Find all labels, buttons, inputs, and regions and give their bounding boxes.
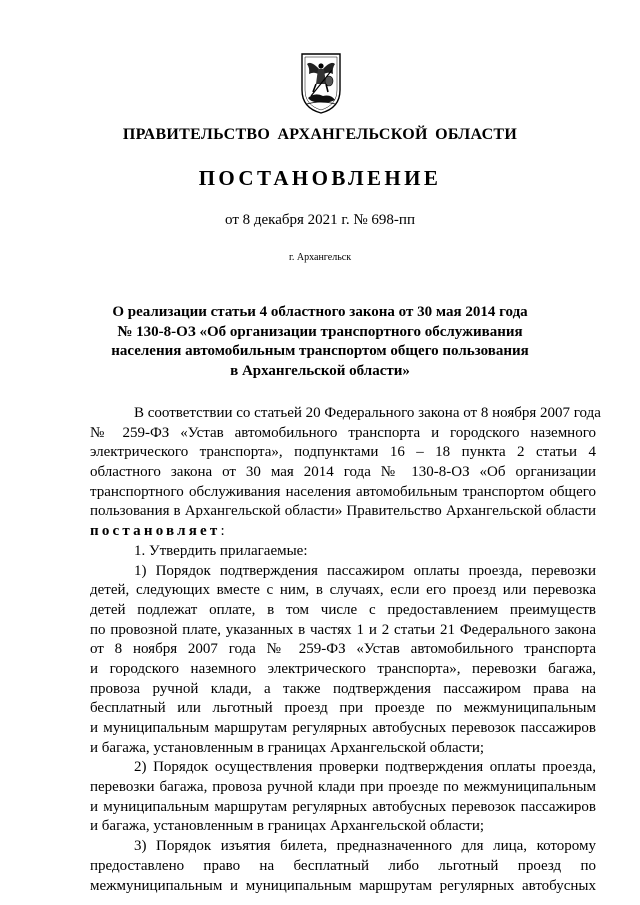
body-line: детей подлежат оплате, в том числе с предоставлением преимуществ [90, 601, 596, 618]
body-line: В соответствии со статьей 20 Федерального закона от 8 ноября 2007 года [134, 405, 601, 421]
title-line: О реализации статьи 4 областного закона от 30 мая 2014 года [112, 304, 528, 320]
body-line: и муниципальным маршрутам регулярных автобусных перевозок пассажиров [90, 798, 596, 815]
body-line: детей, следующих вместе с ним, в случаях, если его проезд или перевозка [90, 582, 596, 599]
body-line: и городского наземного электрического транспорта», перевозки багажа, [90, 660, 596, 677]
title-line: населения автомобильным транспортом общего пользования [111, 343, 529, 359]
body-line: от 8 ноября 2007 года № 259-ФЗ «Устав автомобильного транспорта [90, 641, 596, 658]
body-line: 1) Порядок подтверждения пассажиром оплаты проезда, перевозки [134, 562, 596, 579]
title-line: в Архангельской области» [230, 362, 410, 379]
city-name: г. Архангельск [288, 252, 352, 263]
resolve-colon: : [220, 523, 225, 540]
body-line: предоставлено право на бесплатный либо льготный проезд по [90, 857, 596, 874]
organization-name: ПРАВИТЕЛЬСТВО АРХАНГЕЛЬСКОЙ ОБЛАСТИ [122, 126, 518, 143]
body-line: межмуниципальным и муниципальным маршрутам регулярных автобусных [90, 877, 596, 894]
document-title [90, 303, 550, 381]
document-body [90, 404, 601, 896]
body-line: и муниципальным маршрутам регулярных автобусных перевозок пассажиров [90, 720, 596, 736]
body-line: электрического транспорта», подпунктами 16 – 18 пункта 2 статьи 4 [90, 444, 596, 461]
body-line: по провозной плате, указанных в частях 1 и 2 статьи 21 Федерального закона [90, 621, 596, 638]
resolve-word: постановляет [90, 523, 221, 540]
body-line: 3) Порядок изъятия билета, предназначенного для лица, которому [134, 838, 596, 855]
body-line: транспортного обслуживания населения автомобильным транспортом общего [90, 483, 596, 500]
body-line: и багажа, установленным в границах Архангельской области; [90, 739, 485, 756]
body-line: 1. Утвердить прилагаемые: [134, 542, 308, 559]
body-line: 2) Порядок осуществления проверки подтверждения оплаты проезда, [134, 759, 596, 776]
body-line: № 259-ФЗ «Устав автомобильного транспорта и городского наземного [90, 424, 596, 441]
resolve-line [90, 522, 596, 542]
date-and-number: от 8 декабря 2021 г. № 698-пп [225, 212, 415, 228]
body-line: и багажа, установленным в границах Архангельской области; [90, 818, 485, 835]
title-line: № 130-8-ОЗ «Об организации транспортного обслуживания [117, 323, 523, 340]
body-line: провоза ручной клади, а также подтверждения пассажиром права на [90, 680, 596, 697]
body-line: областного закона от 30 мая 2014 года № 130-8-ОЗ «Об организации [90, 464, 596, 481]
body-line: пользования в Архангельской области» Правительство Архангельской области [90, 503, 596, 520]
body-line: бесплатный или льготный проезд при проезде по межмуниципальным [90, 700, 596, 717]
body-line: перевозки багажа, провоза ручной клади при проезде по межмуниципальным [90, 779, 596, 796]
document-type: ПОСТАНОВЛЕНИЕ [198, 166, 442, 190]
coat-of-arms-icon [299, 50, 343, 114]
